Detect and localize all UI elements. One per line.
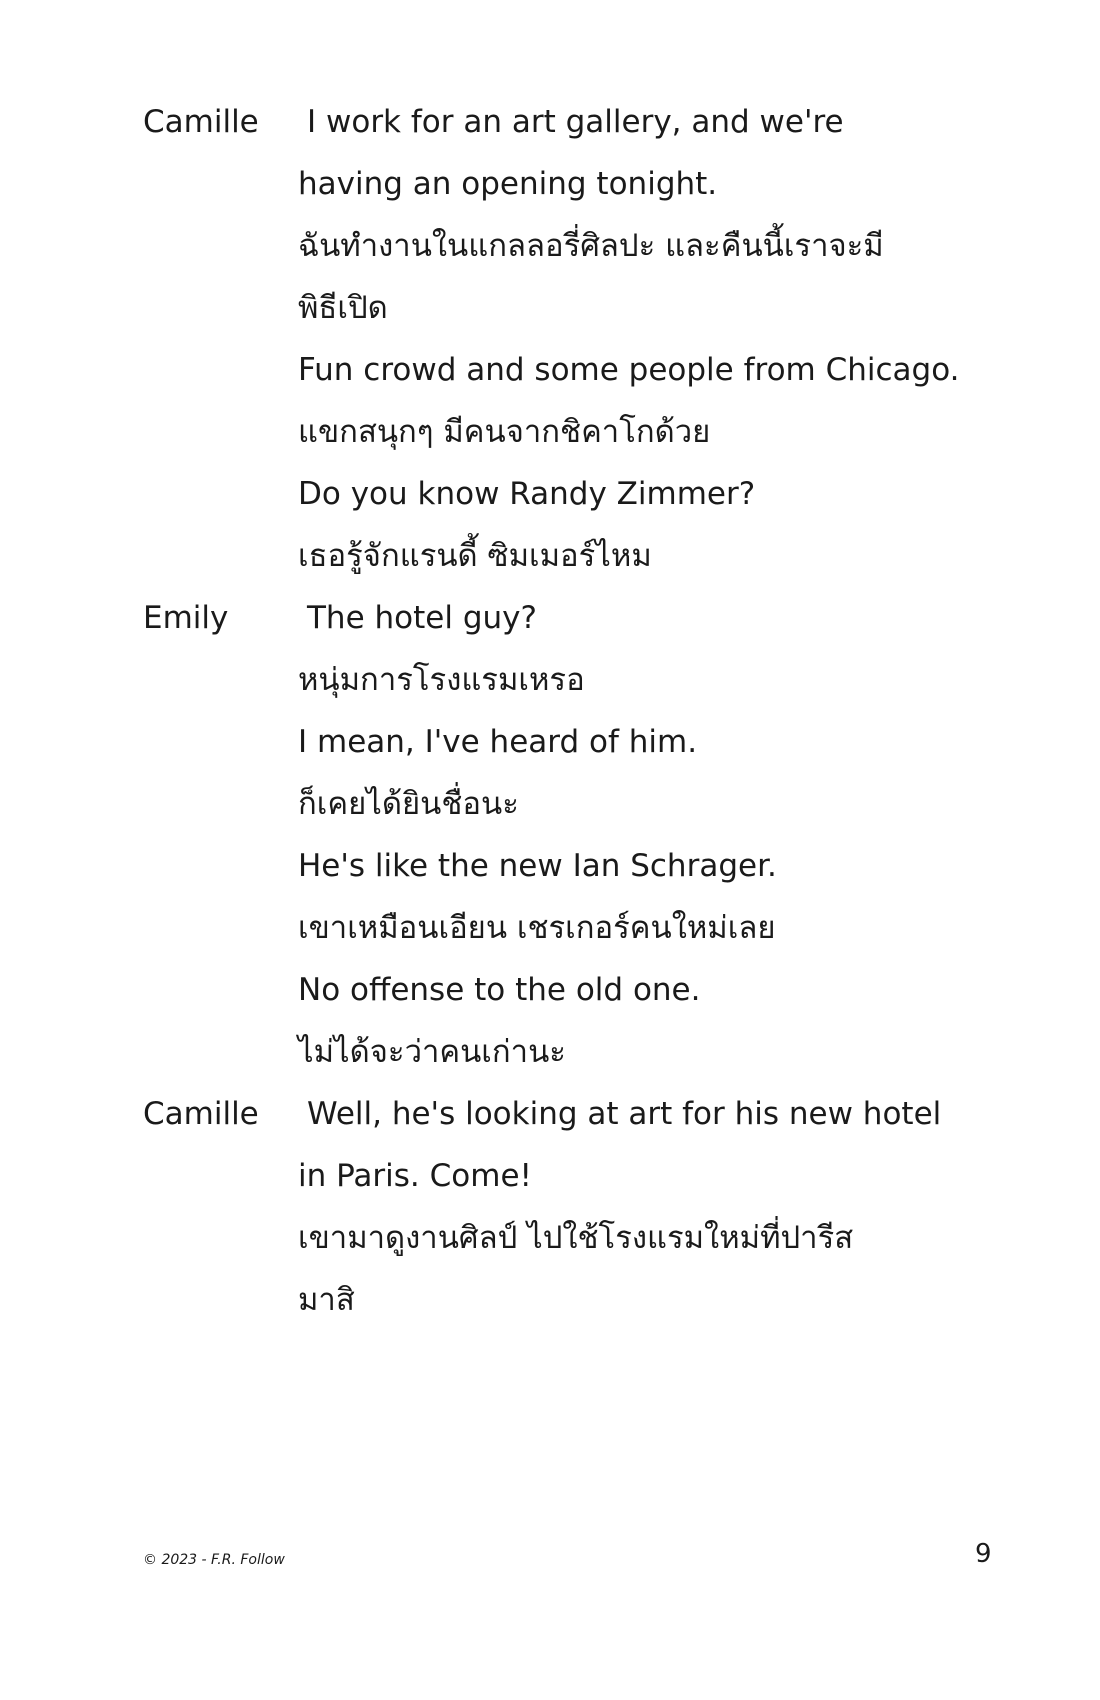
dialogue-line: The hotel guy? — [307, 600, 537, 636]
dialogue-line-thai: เธอรู้จักแรนดี้ ซิมเมอร์ไหม — [298, 538, 652, 574]
speaker-name: Camille — [143, 104, 259, 140]
dialogue-line: I mean, I've heard of him. — [298, 724, 698, 760]
dialogue-line-thai: ฉันทำงานในแกลลอรี่ศิลปะ และคืนนี้เราจะมี — [298, 228, 884, 264]
dialogue-line: No offense to the old one. — [298, 972, 701, 1008]
copyright-notice: © 2023 - F.R. Follow — [143, 1552, 285, 1568]
dialogue-line-thai: เขาเหมือนเอียน เชรเกอร์คนใหม่เลย — [298, 910, 776, 946]
dialogue-line-thai: มาสิ — [298, 1282, 355, 1318]
speaker-name: Camille — [143, 1096, 259, 1132]
dialogue-line-thai: หนุ่มการโรงแรมเหรอ — [298, 662, 585, 698]
page-number: 9 — [975, 1539, 992, 1569]
dialogue-line: I work for an art gallery, and we're — [307, 104, 844, 140]
dialogue-line-thai: ก็เคยได้ยินชื่อนะ — [298, 786, 519, 822]
dialogue-line: in Paris. Come! — [298, 1158, 532, 1194]
speaker-name: Emily — [143, 600, 229, 636]
dialogue-line: Well, he's looking at art for his new hotel — [307, 1096, 942, 1132]
dialogue-line: Fun crowd and some people from Chicago. — [298, 352, 960, 388]
dialogue-line: having an opening tonight. — [298, 166, 718, 202]
dialogue-line-thai: เขามาดูงานศิลป์ ไปใช้โรงแรมใหม่ที่ปารีส — [298, 1220, 854, 1256]
dialogue-line-thai: พิธีเปิด — [298, 290, 388, 326]
dialogue-line: He's like the new Ian Schrager. — [298, 848, 777, 884]
dialogue-line-thai: แขกสนุกๆ มีคนจากชิคาโกด้วย — [298, 414, 711, 450]
dialogue-line: Do you know Randy Zimmer? — [298, 476, 756, 512]
dialogue-line-thai: ไม่ได้จะว่าคนเก่านะ — [298, 1034, 566, 1070]
